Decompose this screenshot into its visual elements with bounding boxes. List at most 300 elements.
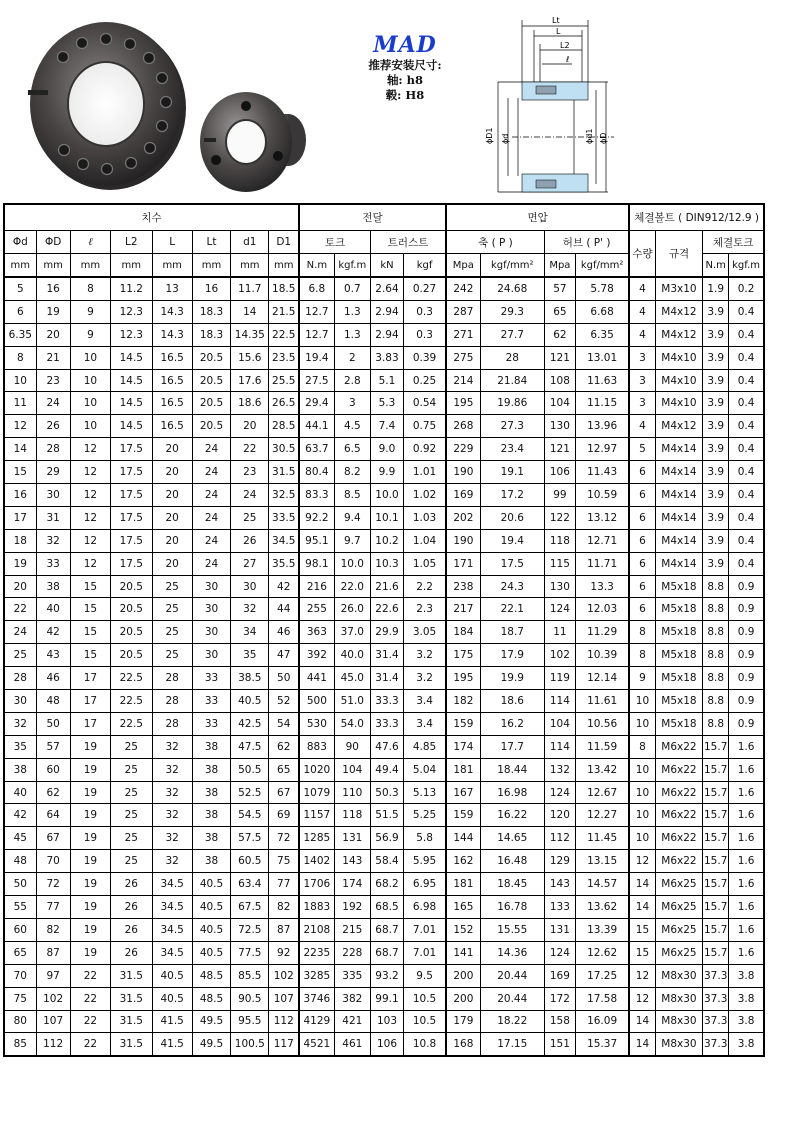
table-cell: 38 <box>36 575 70 598</box>
table-cell: 10.5 <box>404 1010 446 1033</box>
table-cell: 14.35 <box>231 323 269 346</box>
table-cell: M6x22 <box>655 735 703 758</box>
table-cell: 11.43 <box>575 461 629 484</box>
table-cell: 1.6 <box>729 918 764 941</box>
table-cell: 0.7 <box>334 277 370 300</box>
table-cell: 13.42 <box>575 758 629 781</box>
table-cell: 10 <box>70 369 110 392</box>
table-cell: 500 <box>299 690 334 713</box>
table-cell: M4x14 <box>655 506 703 529</box>
table-cell: 3.9 <box>703 438 729 461</box>
table-cell: 15.7 <box>703 735 729 758</box>
table-cell: 883 <box>299 735 334 758</box>
table-cell: 97 <box>36 964 70 987</box>
table-cell: 15.7 <box>703 781 729 804</box>
hub-tolerance: 毂: H8 <box>385 88 425 102</box>
table-cell: 2108 <box>299 918 334 941</box>
table-cell: 14 <box>629 1010 655 1033</box>
table-cell: 6 <box>4 300 36 323</box>
table-cell: 72.5 <box>231 918 269 941</box>
table-cell: 32 <box>152 735 192 758</box>
table-cell: 190 <box>446 461 480 484</box>
table-cell: 19 <box>70 804 110 827</box>
table-cell: 168 <box>446 1033 480 1056</box>
table-cell: 46 <box>36 667 70 690</box>
table-cell: 3.8 <box>729 1033 764 1056</box>
table-row <box>4 896 764 919</box>
table-cell: 200 <box>446 964 480 987</box>
table-cell: 3.2 <box>404 667 446 690</box>
table-cell: 11.59 <box>575 735 629 758</box>
table-row <box>4 827 764 850</box>
table-cell: 25 <box>111 781 152 804</box>
table-cell: 3.05 <box>404 621 446 644</box>
table-cell: 12 <box>70 484 110 507</box>
table-cell: 22 <box>70 1033 110 1056</box>
table-cell: 23.4 <box>480 438 544 461</box>
label-lt: Lt <box>552 16 560 25</box>
table-cell: 1706 <box>299 873 334 896</box>
table-cell: 104 <box>544 392 575 415</box>
table-cell: 3.9 <box>703 346 729 369</box>
table-cell: 192 <box>334 896 370 919</box>
table-cell: 30 <box>4 690 36 713</box>
table-cell: 62 <box>36 781 70 804</box>
table-cell: 6.35 <box>575 323 629 346</box>
table-cell: 14 <box>629 873 655 896</box>
table-cell: 0.4 <box>729 392 764 415</box>
table-cell: 6.8 <box>299 277 334 300</box>
table-cell: 6 <box>629 484 655 507</box>
table-cell: 363 <box>299 621 334 644</box>
table-cell: 68.7 <box>370 941 403 964</box>
table-cell: 99.1 <box>370 987 403 1010</box>
table-cell: 24 <box>36 392 70 415</box>
table-cell: 1.3 <box>334 300 370 323</box>
table-cell: 2.94 <box>370 323 403 346</box>
table-cell: 130 <box>544 415 575 438</box>
table-cell: 214 <box>446 369 480 392</box>
table-cell: 19.86 <box>480 392 544 415</box>
table-cell: 3.9 <box>703 415 729 438</box>
label-d-outer: ϕD <box>599 132 608 144</box>
table-row <box>4 575 764 598</box>
product-title: MAD <box>373 32 437 58</box>
table-cell: 10 <box>629 712 655 735</box>
table-cell: 42 <box>4 804 36 827</box>
table-cell: 24 <box>192 461 230 484</box>
table-cell: 0.9 <box>729 575 764 598</box>
table-cell: 32 <box>152 850 192 873</box>
table-cell: 16.78 <box>480 896 544 919</box>
table-cell: 35 <box>4 735 36 758</box>
unit: mm <box>231 254 269 278</box>
table-cell: 215 <box>334 918 370 941</box>
table-cell: 120 <box>544 804 575 827</box>
table-cell: 22 <box>231 438 269 461</box>
unit: kN <box>370 254 403 278</box>
table-cell: 40 <box>36 598 70 621</box>
table-cell: 17.5 <box>480 552 544 575</box>
table-cell: 4 <box>629 277 655 300</box>
table-cell: 172 <box>544 987 575 1010</box>
table-cell: 143 <box>544 873 575 896</box>
table-cell: 48.5 <box>192 987 230 1010</box>
table-cell: 32 <box>152 804 192 827</box>
table-cell: M4x14 <box>655 552 703 575</box>
table-cell: 115 <box>544 552 575 575</box>
table-cell: 37.0 <box>334 621 370 644</box>
table-cell: 32 <box>152 758 192 781</box>
sub-hub: 허브 ( P' ) <box>544 231 629 254</box>
table-cell: 10 <box>629 758 655 781</box>
table-cell: 2.64 <box>370 277 403 300</box>
table-cell: 6.5 <box>334 438 370 461</box>
table-cell: 141 <box>446 941 480 964</box>
unit: N.m <box>299 254 334 278</box>
table-cell: 28 <box>36 438 70 461</box>
table-cell: 10 <box>70 415 110 438</box>
table-cell: 1.6 <box>729 827 764 850</box>
table-cell: 20.6 <box>480 506 544 529</box>
table-cell: 68.7 <box>370 918 403 941</box>
table-cell: 9.4 <box>334 506 370 529</box>
table-cell: 63.7 <box>299 438 334 461</box>
table-cell: 72 <box>36 873 70 896</box>
table-cell: 1079 <box>299 781 334 804</box>
table-cell: 102 <box>269 964 299 987</box>
table-cell: 392 <box>299 644 334 667</box>
table-cell: 151 <box>544 1033 575 1056</box>
table-cell: 3.8 <box>729 987 764 1010</box>
table-cell: 19.1 <box>480 461 544 484</box>
table-cell: 28 <box>152 667 192 690</box>
table-row <box>4 1010 764 1033</box>
table-cell: 22 <box>70 987 110 1010</box>
table-cell: 0.25 <box>404 369 446 392</box>
table-cell: 17.6 <box>231 369 269 392</box>
label-d1-outer: ϕD1 <box>485 127 494 144</box>
table-cell: 171 <box>446 552 480 575</box>
table-cell: 3285 <box>299 964 334 987</box>
table-cell: 65 <box>269 758 299 781</box>
shaft-tolerance: 轴: h8 <box>386 73 424 87</box>
unit: mm <box>192 254 230 278</box>
table-cell: 24 <box>192 484 230 507</box>
table-cell: 169 <box>446 484 480 507</box>
table-cell: 28 <box>152 690 192 713</box>
table-cell: 25 <box>111 850 152 873</box>
table-cell: 13.3 <box>575 575 629 598</box>
table-cell: M8x30 <box>655 964 703 987</box>
table-cell: 15.37 <box>575 1033 629 1056</box>
table-cell: 8.8 <box>703 598 729 621</box>
table-cell: 25 <box>111 735 152 758</box>
table-cell: 275 <box>446 346 480 369</box>
table-cell: 25 <box>111 758 152 781</box>
table-cell: 195 <box>446 667 480 690</box>
table-cell: 0.3 <box>404 323 446 346</box>
table-cell: 26 <box>111 873 152 896</box>
table-row <box>4 1033 764 1056</box>
table-cell: 1.6 <box>729 941 764 964</box>
table-cell: 24.68 <box>480 277 544 300</box>
table-cell: 22.5 <box>111 690 152 713</box>
table-cell: 1.03 <box>404 506 446 529</box>
table-cell: 8 <box>629 621 655 644</box>
table-cell: 14.5 <box>111 346 152 369</box>
table-cell: 20 <box>152 438 192 461</box>
table-cell: 31.5 <box>111 1010 152 1033</box>
table-cell: 25.5 <box>269 369 299 392</box>
col-lt: Lt <box>192 231 230 254</box>
table-cell: M4x10 <box>655 392 703 415</box>
table-cell: 38.5 <box>231 667 269 690</box>
table-cell: 19.4 <box>480 529 544 552</box>
table-cell: 181 <box>446 758 480 781</box>
table-cell: M3x10 <box>655 277 703 300</box>
table-cell: 2 <box>334 346 370 369</box>
table-cell: 0.27 <box>404 277 446 300</box>
table-cell: 20 <box>36 323 70 346</box>
table-cell: 202 <box>446 506 480 529</box>
table-cell: M4x14 <box>655 438 703 461</box>
table-cell: 58.4 <box>370 850 403 873</box>
table-cell: 16.5 <box>152 415 192 438</box>
table-cell: 14.3 <box>152 300 192 323</box>
table-cell: 8.5 <box>334 484 370 507</box>
table-cell: 130 <box>544 575 575 598</box>
table-cell: 9 <box>629 667 655 690</box>
table-cell: 6 <box>629 552 655 575</box>
table-cell: 3.4 <box>404 712 446 735</box>
table-cell: 54.0 <box>334 712 370 735</box>
table-cell: 8.8 <box>703 621 729 644</box>
table-row <box>4 735 764 758</box>
table-cell: 19 <box>70 896 110 919</box>
table-cell: 9 <box>70 323 110 346</box>
table-cell: 67.5 <box>231 896 269 919</box>
table-cell: 10.39 <box>575 644 629 667</box>
table-cell: 1.6 <box>729 781 764 804</box>
table-cell: 33 <box>192 712 230 735</box>
table-cell: 42.5 <box>231 712 269 735</box>
table-cell: 18.6 <box>480 690 544 713</box>
table-cell: 45 <box>4 827 36 850</box>
table-cell: 12 <box>629 964 655 987</box>
table-cell: 22.5 <box>269 323 299 346</box>
table-cell: 104 <box>544 712 575 735</box>
table-cell: 87 <box>36 941 70 964</box>
table-cell: 14.57 <box>575 873 629 896</box>
table-cell: 25 <box>152 598 192 621</box>
table-cell: 25 <box>152 621 192 644</box>
table-cell: 7.01 <box>404 941 446 964</box>
table-cell: 34 <box>231 621 269 644</box>
table-cell: 1.6 <box>729 735 764 758</box>
table-cell: 12.14 <box>575 667 629 690</box>
table-cell: 14 <box>629 1033 655 1056</box>
table-cell: M4x10 <box>655 346 703 369</box>
table-cell: 6.98 <box>404 896 446 919</box>
table-cell: 29.9 <box>370 621 403 644</box>
unit: mm <box>70 254 110 278</box>
table-cell: 19 <box>70 918 110 941</box>
table-cell: 70 <box>36 850 70 873</box>
table-cell: 29.4 <box>299 392 334 415</box>
table-cell: 68.2 <box>370 873 403 896</box>
table-cell: 14.36 <box>480 941 544 964</box>
table-cell: 132 <box>544 758 575 781</box>
table-cell: 3.9 <box>703 484 729 507</box>
table-cell: 18.3 <box>192 300 230 323</box>
table-cell: 33 <box>192 690 230 713</box>
table-cell: 106 <box>370 1033 403 1056</box>
table-row <box>4 758 764 781</box>
table-cell: 16.22 <box>480 804 544 827</box>
table-cell: 47.5 <box>231 735 269 758</box>
table-cell: 12 <box>70 461 110 484</box>
table-cell: 42 <box>269 575 299 598</box>
table-cell: 75 <box>269 850 299 873</box>
table-cell: 0.4 <box>729 529 764 552</box>
table-cell: M4x14 <box>655 529 703 552</box>
sub-qty: 수량 <box>629 231 655 278</box>
unit: kgf.m <box>729 254 764 278</box>
table-cell: 124 <box>544 941 575 964</box>
table-cell: 95.5 <box>231 1010 269 1033</box>
table-row <box>4 964 764 987</box>
table-cell: 25 <box>111 827 152 850</box>
header <box>0 0 800 202</box>
table-cell: 102 <box>544 644 575 667</box>
table-cell: 11.71 <box>575 552 629 575</box>
table-cell: M6x22 <box>655 850 703 873</box>
table-cell: 48 <box>4 850 36 873</box>
table-cell: 1.04 <box>404 529 446 552</box>
table-cell: 15 <box>4 461 36 484</box>
table-cell: 3.9 <box>703 369 729 392</box>
table-row <box>4 484 764 507</box>
table-cell: 46 <box>269 621 299 644</box>
table-cell: 11.2 <box>111 277 152 300</box>
table-cell: 65 <box>544 300 575 323</box>
table-cell: M6x22 <box>655 758 703 781</box>
table-cell: 17 <box>70 712 110 735</box>
table-cell: 31 <box>36 506 70 529</box>
unit: kgf.m <box>334 254 370 278</box>
table-cell: 28 <box>480 346 544 369</box>
table-cell: 421 <box>334 1010 370 1033</box>
table-cell: 8.8 <box>703 667 729 690</box>
table-cell: 21.5 <box>269 300 299 323</box>
table-cell: 1285 <box>299 827 334 850</box>
table-cell: 0.9 <box>729 621 764 644</box>
table-cell: 6 <box>629 575 655 598</box>
table-cell: 26 <box>36 415 70 438</box>
table-cell: 68.5 <box>370 896 403 919</box>
table-cell: 40 <box>4 781 36 804</box>
table-cell: 12.67 <box>575 781 629 804</box>
table-cell: 32.5 <box>269 484 299 507</box>
table-cell: 15 <box>70 644 110 667</box>
table-cell: 181 <box>446 873 480 896</box>
table-cell: 238 <box>446 575 480 598</box>
table-cell: 3 <box>629 392 655 415</box>
table-cell: 90.5 <box>231 987 269 1010</box>
table-cell: 12.97 <box>575 438 629 461</box>
table-cell: 19 <box>70 873 110 896</box>
sub-bolt-torque: 체결토크 <box>703 231 764 254</box>
table-cell: 3746 <box>299 987 334 1010</box>
table-cell: 43 <box>36 644 70 667</box>
table-cell: 3.9 <box>703 461 729 484</box>
table-cell: 30 <box>192 575 230 598</box>
table-cell: 8.8 <box>703 575 729 598</box>
table-cell: 1.02 <box>404 484 446 507</box>
table-cell: 24 <box>192 506 230 529</box>
table-cell: 112 <box>269 1010 299 1033</box>
table-cell: 15 <box>629 918 655 941</box>
table-cell: 10 <box>4 369 36 392</box>
table-cell: 8 <box>629 735 655 758</box>
table-cell: 50.3 <box>370 781 403 804</box>
install-spec-label: 推荐安装尺寸: <box>368 58 442 72</box>
table-row <box>4 552 764 575</box>
table-row <box>4 918 764 941</box>
table-cell: 54 <box>269 712 299 735</box>
table-cell: 11.63 <box>575 369 629 392</box>
table-cell: 14.3 <box>152 323 192 346</box>
table-cell: 14.5 <box>111 415 152 438</box>
table-cell: 33 <box>192 667 230 690</box>
table-cell: 1.6 <box>729 850 764 873</box>
table-cell: 100.5 <box>231 1033 269 1056</box>
table-cell: 31.5 <box>111 987 152 1010</box>
table-cell: 33.5 <box>269 506 299 529</box>
table-cell: 7.4 <box>370 415 403 438</box>
table-cell: 8 <box>4 346 36 369</box>
table-cell: 11.7 <box>231 277 269 300</box>
table-cell: 17.5 <box>111 461 152 484</box>
table-cell: 24 <box>192 552 230 575</box>
table-cell: 20.5 <box>192 369 230 392</box>
table-cell: 8 <box>629 644 655 667</box>
table-cell: 12 <box>629 850 655 873</box>
table-cell: 23 <box>231 461 269 484</box>
table-cell: 51.5 <box>370 804 403 827</box>
sub-torque: 토크 <box>299 231 370 254</box>
table-cell: 119 <box>544 667 575 690</box>
table-cell: 38 <box>192 781 230 804</box>
table-cell: 20.5 <box>192 392 230 415</box>
table-cell: 1.6 <box>729 873 764 896</box>
group-pressure: 면압 <box>446 204 629 231</box>
table-cell: 40.5 <box>231 690 269 713</box>
col-ell: ℓ <box>70 231 110 254</box>
table-row <box>4 506 764 529</box>
table-cell: 70 <box>4 964 36 987</box>
table-cell: 22.0 <box>334 575 370 598</box>
table-cell: 0.4 <box>729 506 764 529</box>
table-cell: 0.4 <box>729 438 764 461</box>
table-cell: 40.5 <box>192 918 230 941</box>
table-cell: 3.4 <box>404 690 446 713</box>
table-cell: 12 <box>70 529 110 552</box>
table-cell: 16.98 <box>480 781 544 804</box>
table-cell: 67 <box>36 827 70 850</box>
table-cell: M6x25 <box>655 896 703 919</box>
